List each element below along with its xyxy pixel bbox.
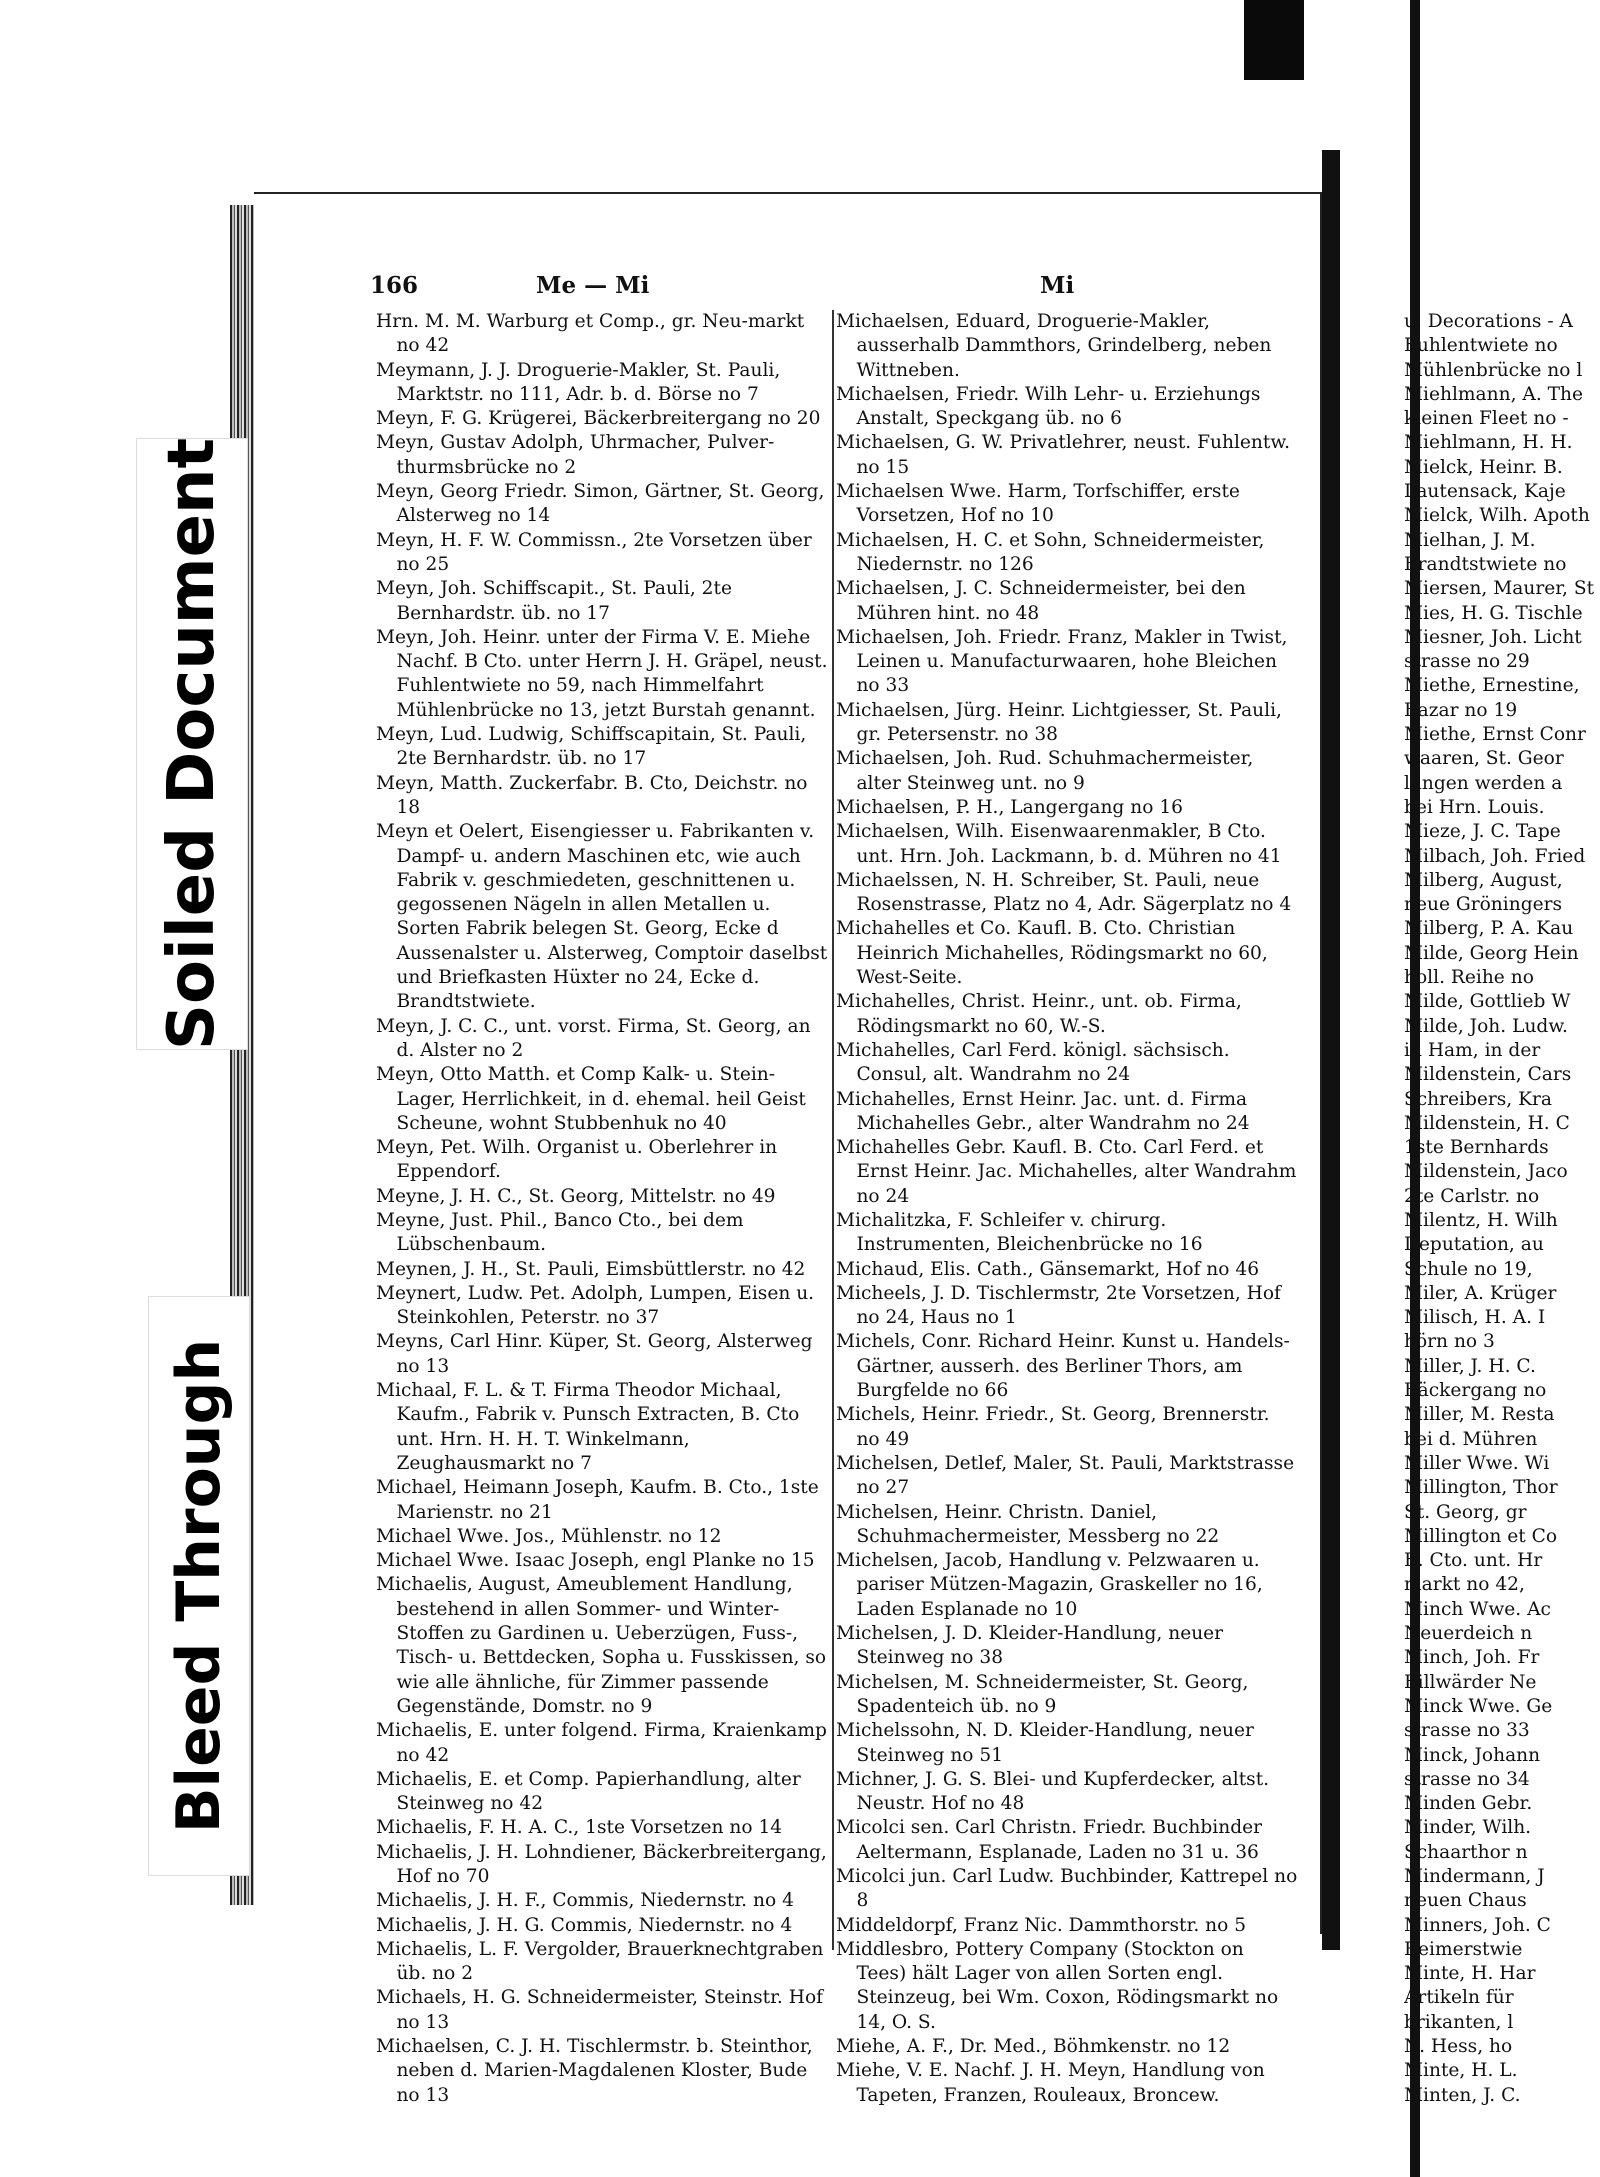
directory-entry: neuen Chaus — [1404, 1890, 1527, 1912]
directory-entry: Meynen, J. H., St. Pauli, Eimsbüttlerstr. no 42 — [376, 1258, 806, 1280]
directory-entry: Minte, H. Har — [1404, 1963, 1536, 1985]
directory-entry: Michelsen, J. D. Kleider-Handlung, neuer Steinweg no 38 — [836, 1623, 1224, 1669]
directory-entry: Michelsen, Heinr. Christn. Daniel, Schuhmachermeister, Messberg no 22 — [836, 1501, 1220, 1547]
directory-entry: Michaelsen, J. C. Schneidermeister, bei den Mühren hint. no 48 — [836, 578, 1246, 624]
directory-entry: Minte, H. L. — [1404, 2060, 1518, 2082]
directory-entry: Miller Wwe. Wi — [1404, 1452, 1550, 1474]
directory-entry: lungen werden a — [1404, 772, 1563, 794]
directory-entry: Meyn, Matth. Zuckerfabr. B. Cto, Deichstr. no 18 — [376, 772, 808, 818]
directory-entry: Mildenstein, H. C — [1404, 1112, 1570, 1134]
directory-entry: Michaelis, J. H. Lohndiener, Bäckerbreitergang, Hof no 70 — [376, 1841, 827, 1887]
directory-entry: St. Georg, gr — [1404, 1501, 1527, 1523]
directory-entry: Micolci jun. Carl Ludw. Buchbinder, Kattrepel no 8 — [836, 1866, 1298, 1912]
directory-entry: Minners, Joh. C — [1404, 1914, 1551, 1936]
directory-entry: strasse no 29 — [1404, 651, 1530, 673]
directory-entry: Milde, Joh. Ludw. — [1404, 1015, 1568, 1037]
soiled-document-label: Soiled Document — [136, 438, 248, 1050]
directory-entry: Michahelles, Ernst Heinr. Jac. unt. d. Firma Michahelles Gebr., alter Wandrahm no 24 — [836, 1088, 1250, 1134]
directory-entry: Michaelsen, Eduard, Droguerie-Makler, ausserhalb Dammthors, Grindelberg, neben Wittneben. — [836, 311, 1272, 381]
directory-entry: Micolci sen. Carl Christn. Friedr. Buchbinder Aeltermann, Esplanade, Laden no 31 u. 36 — [836, 1817, 1263, 1863]
directory-entry: Milde, Georg Hein — [1404, 942, 1579, 964]
directory-entry: Michaelsen Wwe. Harm, Torfschiffer, erste Vorsetzen, Hof no 10 — [836, 481, 1240, 527]
directory-entry: waaren, St. Geor — [1404, 748, 1564, 770]
directory-entry: Miehe, A. F., Dr. Med., Böhmkenstr. no 12 — [836, 2036, 1231, 2058]
directory-entry: Billwärder Ne — [1404, 1671, 1537, 1693]
directory-entry: Neuerdeich n — [1404, 1623, 1533, 1645]
directory-entry: Meyn, Georg Friedr. Simon, Gärtner, St. Georg, Alsterweg no 14 — [376, 481, 825, 527]
section-head: Mi — [1040, 272, 1075, 299]
directory-entry: Michaelssen, N. H. Schreiber, St. Pauli, neue Rosenstrasse, Platz no 4, Adr. Sägerplatz no 4 — [836, 869, 1292, 916]
bleed-through-label: Bleed Through — [148, 1296, 250, 1876]
directory-entry: Michels, Heinr. Friedr., St. Georg, Brennerstr. no 49 — [836, 1404, 1270, 1450]
directory-entry: neue Gröningers — [1404, 894, 1563, 916]
directory-entry: 1ste Bernhards — [1404, 1137, 1549, 1159]
directory-entry: Milberg, P. A. Kau — [1404, 918, 1574, 940]
directory-entry: markt no 42, — [1404, 1574, 1525, 1596]
directory-entry: Millington, Thor — [1404, 1477, 1558, 1499]
directory-entry: Meynert, Ludw. Pet. Adolph, Lumpen, Eisen u. Steinkohlen, Peterstr. no 37 — [376, 1282, 815, 1329]
directory-entry: Minck Wwe. Ge — [1404, 1695, 1553, 1717]
directory-entry: Michahelles, Christ. Heinr., unt. ob. Firma, Rödingsmarkt no 60, W.-S. — [836, 991, 1242, 1037]
directory-entry: Michelsen, Detlef, Maler, St. Pauli, Marktstrasse no 27 — [836, 1452, 1295, 1499]
directory-entry: Michaelsen, Wilh. Eisenwaarenmakler, B Cto. unt. Hrn. Joh. Lackmann, b. d. Mühren no 41 — [836, 821, 1282, 867]
directory-entry: Meyn, H. F. W. Commissn., 2te Vorsetzen über no 25 — [376, 529, 812, 575]
directory-entry: Minten, J. C. — [1404, 2084, 1521, 2106]
directory-entry: Meyne, Just. Phil., Banco Cto., bei dem Lübschenbaum. — [376, 1209, 744, 1256]
directory-entry: Schule no 19, — [1404, 1258, 1533, 1280]
directory-entry: Minch Wwe. Ac — [1404, 1598, 1551, 1620]
directory-entry: Miethe, Ernestine, — [1404, 675, 1580, 697]
directory-entry: kleinen Fleet no - — [1404, 408, 1569, 430]
directory-entry: Michahelles Gebr. Kaufl. B. Cto. Carl Ferd. et Ernst Heinr. Jac. Michahelles, alter Wandrahm no 24 — [836, 1137, 1297, 1207]
directory-entry: N. Hess, ho — [1404, 2036, 1513, 2058]
directory-entry: Middlesbro, Pottery Company (Stockton on Tees) hält Lager von allen Sorten engl. Steinzeug, bei Wm. Coxon, Rödingsmarkt no 14, O. S. — [836, 1938, 1279, 2033]
directory-entry: strasse no 34 — [1404, 1768, 1530, 1790]
directory-entry: Artikeln für — [1404, 1987, 1514, 2009]
directory-entry: Michahelles, Carl Ferd. königl. sächsisch. Consul, alt. Wandrahm no 24 — [836, 1039, 1230, 1086]
directory-entry: Minden Gebr. — [1404, 1793, 1533, 1815]
directory-entry: Meyn, Joh. Heinr. unter der Firma V. E. Miehe Nachf. B Cto. unter Herrn J. H. Gräpel, neust. Fuhlentwiete no 59, nach Himmelfahrt Mühlenbrücke no 13, jetzt Burstah genannt. — [376, 626, 828, 721]
directory-entry: Michaud, Elis. Cath., Gänsemarkt, Hof no 46 — [836, 1258, 1260, 1280]
directory-entry: Michelsen, Jacob, Handlung v. Pelzwaaren u. pariser Mützen-Magazin, Graskeller no 16, Laden Esplanade no 10 — [836, 1550, 1263, 1620]
directory-entry: Michner, J. G. S. Blei- und Kupferdecker, altst. Neustr. Hof no 48 — [836, 1768, 1270, 1815]
directory-entry: Mies, H. G. Tischle — [1404, 602, 1583, 624]
directory-entry: Minck, Johann — [1404, 1744, 1541, 1766]
directory-entry: Mielhan, J. M. — [1404, 529, 1536, 551]
directory-entry: Michael, Heimann Joseph, Kaufm. B. Cto., 1ste Marienstr. no 21 — [376, 1477, 819, 1523]
directory-entry: Meyn, F. G. Krügerei, Bäckerbreitergang no 20 — [376, 408, 821, 430]
directory-entry: Fuhlentwiete no — [1404, 335, 1558, 357]
directory-entry: Mühlenbrücke no l — [1404, 359, 1583, 381]
directory-entry: Miesner, Joh. Licht — [1404, 626, 1582, 648]
directory-entry: Micheels, J. D. Tischlermstr, 2te Vorsetzen, Hof no 24, Haus no 1 — [836, 1282, 1281, 1329]
directory-entry: holl. Reihe no — [1404, 967, 1534, 989]
directory-entry: Michalitzka, F. Schleifer v. chirurg. Instrumenten, Bleichenbrücke no 16 — [836, 1209, 1203, 1256]
directory-entry: B. Cto. unt. Hr — [1404, 1550, 1543, 1572]
directory-entry: Meyn, Gustav Adolph, Uhrmacher, Pulver-thurmsbrücke no 2 — [376, 432, 775, 478]
directory-entry: bei d. Mühren — [1404, 1428, 1538, 1450]
directory-entry: Michaal, F. L. & T. Firma Theodor Michaal, Kaufm., Fabrik v. Punsch Extracten, B. Cto unt. Hrn. H. H. T. Winkelmann, Zeughausmarkt no 7 — [376, 1380, 800, 1474]
directory-entry: Brandtstwiete no — [1404, 553, 1567, 575]
directory-entry: Meyn, Lud. Ludwig, Schiffscapitain, St. Pauli, 2te Bernhardstr. üb. no 17 — [376, 724, 807, 770]
directory-entry: Michels, Conr. Richard Heinr. Kunst u. Handels-Gärtner, ausserh. des Berliner Thors, am Burgfelde no 66 — [836, 1331, 1290, 1402]
directory-entry: Michelsen, M. Schneidermeister, St. Georg, Spadenteich üb. no 9 — [836, 1671, 1249, 1717]
page-number: 166 — [370, 272, 419, 299]
directory-entry: Lautensack, Kaje — [1404, 481, 1566, 503]
directory-entry: Michaelsen, C. J. H. Tischlermstr. b. Steinthor, neben d. Marien-Magdalenen Kloster, Bude no 13 — [376, 2036, 813, 2106]
directory-entry: Mieze, J. C. Tape — [1404, 821, 1561, 843]
directory-entry: Schreibers, Kra — [1404, 1088, 1552, 1110]
directory-entry: Miehlmann, H. H. — [1404, 432, 1573, 454]
running-head: Me — Mi — [536, 272, 650, 299]
directory-entry: Meyn, Otto Matth. et Comp Kalk- u. Stein-Lager, Herrlichkeit, in d. ehemal. heil Geist Scheune, wohnt Stubbenhuk no 40 — [376, 1064, 806, 1134]
directory-entry: Middeldorpf, Franz Nic. Dammthorstr. no 5 — [836, 1914, 1247, 1936]
directory-entry: Milbach, Joh. Fried — [1404, 845, 1586, 867]
directory-entry: Michael Wwe. Jos., Mühlenstr. no 12 — [376, 1525, 722, 1547]
middle-column — [836, 310, 1298, 2108]
directory-entry: u. Decorations - A — [1404, 311, 1573, 332]
directory-entry: Milentz, H. Wilh — [1404, 1209, 1558, 1231]
directory-entry: Michelssohn, N. D. Kleider-Handlung, neuer Steinweg no 51 — [836, 1720, 1254, 1766]
directory-entry: Michaelis, L. F. Vergolder, Brauerknechtgraben üb. no 2 — [376, 1938, 824, 1985]
directory-entry: Minder, Wilh. — [1404, 1817, 1532, 1839]
directory-entry: Mildenstein, Jaco — [1404, 1161, 1568, 1183]
directory-entry: Meyn, J. C. C., unt. vorst. Firma, St. Georg, an d. Alster no 2 — [376, 1015, 811, 1061]
column-divider — [832, 310, 834, 1950]
directory-entry: in Ham, in der — [1404, 1039, 1541, 1061]
directory-entry: Bazar no 19 — [1404, 699, 1518, 721]
directory-entry: Meymann, J. J. Droguerie-Makler, St. Pauli, Marktstr. no 111, Adr. b. d. Börse no 7 — [376, 359, 781, 405]
directory-entry: strasse no 33 — [1404, 1720, 1530, 1742]
directory-entry: Milisch, H. A. I — [1404, 1307, 1546, 1329]
directory-entry: Miller, M. Resta — [1404, 1404, 1555, 1426]
directory-entry: Michaelsen, Joh. Friedr. Franz, Makler in Twist, Leinen u. Manufacturwaaren, hohe Bleichen no 33 — [836, 626, 1288, 697]
directory-entry: bei Hrn. Louis. — [1404, 796, 1545, 818]
directory-entry: Michaelsen, Friedr. Wilh Lehr- u. Erziehungs Anstalt, Speckgang üb. no 6 — [836, 383, 1261, 430]
directory-entry: Michael Wwe. Isaac Joseph, engl Planke no 15 — [376, 1550, 815, 1572]
right-page-column — [1404, 310, 1600, 2108]
directory-entry: Minch, Joh. Fr — [1404, 1647, 1540, 1669]
directory-entry: Michaelis, August, Ameublement Handlung, bestehend in allen Sommer- und Winter-Stoffen zu Gardinen u. Ueberzügen, Fuss-, Tisch- u. Bettdecken, Sopha u. Fusskissen, so wie alle ähnliche, für Zimmer passende Gegenstände, Domstr. no 9 — [376, 1574, 827, 1717]
directory-entry: Millington et Co — [1404, 1525, 1558, 1547]
directory-entry: Michaelsen, P. H., Langergang no 16 — [836, 796, 1183, 818]
book-gutter — [1322, 150, 1340, 1950]
directory-entry: Michaelis, J. H. G. Commis, Niedernstr. no 4 — [376, 1914, 793, 1936]
directory-entry: Milberg, August, — [1404, 869, 1563, 891]
directory-entry: Mielck, Wilh. Apoth — [1404, 505, 1590, 527]
directory-entry: Meyn, Pet. Wilh. Organist u. Oberlehrer in Eppendorf. — [376, 1137, 778, 1183]
dark-bar-top — [1244, 0, 1304, 80]
directory-entry: Bäckergang no — [1404, 1380, 1547, 1402]
directory-entry: Michaelis, E. unter folgend. Firma, Kraienkamp no 42 — [376, 1720, 827, 1766]
left-column — [376, 310, 832, 2108]
directory-entry: Michahelles et Co. Kaufl. B. Cto. Christian Heinrich Michahelles, Rödingsmarkt no 60, West-Seite. — [836, 918, 1268, 989]
directory-entry: Milde, Gottlieb W — [1404, 991, 1571, 1013]
directory-entry: Miersen, Maurer, St — [1404, 578, 1595, 600]
directory-entry: Meyn, Joh. Schiffscapit., St. Pauli, 2te Bernhardstr. üb. no 17 — [376, 578, 732, 624]
directory-entry: Michaelsen, Joh. Rud. Schuhmachermeister, alter Steinweg unt. no 9 — [836, 748, 1254, 794]
directory-entry: Michaelis, F. H. A. C., 1ste Vorsetzen no 14 — [376, 1817, 783, 1839]
directory-entry: Michaelsen, Jürg. Heinr. Lichtgiesser, St. Pauli, gr. Petersenstr. no 38 — [836, 699, 1282, 746]
directory-entry: Miethe, Ernst Conr — [1404, 724, 1586, 746]
directory-entry: Miler, A. Krüger — [1404, 1282, 1557, 1304]
directory-entry: Hrn. M. M. Warburg et Comp., gr. Neu-markt no 42 — [376, 311, 805, 357]
directory-entry: hörn no 3 — [1404, 1331, 1495, 1353]
directory-entry: brikanten, l — [1404, 2011, 1514, 2033]
directory-entry: Reimerstwie — [1404, 1938, 1523, 1960]
directory-entry: Michaelis, J. H. F., Commis, Niedernstr. no 4 — [376, 1890, 794, 1912]
directory-entry: Miehlmann, A. The — [1404, 383, 1584, 405]
directory-entry: Meyn et Oelert, Eisengiesser u. Fabrikanten v. Dampf- u. andern Maschinen etc, wie auch Fabrik v. geschmiedeten, geschnittenen u. gegossenen Nägeln in allen Metallen u. Sorten Fabrik belegen St. Georg, Ecke d Aussenalster u. Alsterweg, Comptoir daselbst und Briefkasten Hüxter no 24, Ecke d. Brandtstwiete. — [376, 821, 828, 1013]
directory-entry: Miller, J. H. C. — [1404, 1355, 1536, 1377]
directory-entry: Mielck, Heinr. B. — [1404, 456, 1563, 478]
directory-entry: Deputation, au — [1404, 1234, 1544, 1256]
directory-entry: Michaelis, E. et Comp. Papierhandlung, alter Steinweg no 42 — [376, 1768, 801, 1815]
directory-entry: 2te Carlstr. no — [1404, 1185, 1540, 1207]
directory-entry: Schaarthor n — [1404, 1841, 1528, 1863]
directory-entry: Michaels, H. G. Schneidermeister, Steinstr. Hof no 13 — [376, 1987, 824, 2033]
directory-entry: Mildenstein, Cars — [1404, 1064, 1572, 1086]
directory-entry: Michaelsen, H. C. et Sohn, Schneidermeister, Niedernstr. no 126 — [836, 529, 1265, 575]
directory-entry: Michaelsen, G. W. Privatlehrer, neust. Fuhlentw. no 15 — [836, 432, 1290, 478]
directory-entry: Mindermann, J — [1404, 1866, 1545, 1887]
directory-entry: Meyns, Carl Hinr. Küper, St. Georg, Alsterweg no 13 — [376, 1331, 813, 1377]
directory-entry: Miehe, V. E. Nachf. J. H. Meyn, Handlung von Tapeten, Franzen, Rouleaux, Broncew. — [836, 2060, 1265, 2106]
directory-entry: Meyne, J. H. C., St. Georg, Mittelstr. no 49 — [376, 1185, 776, 1207]
